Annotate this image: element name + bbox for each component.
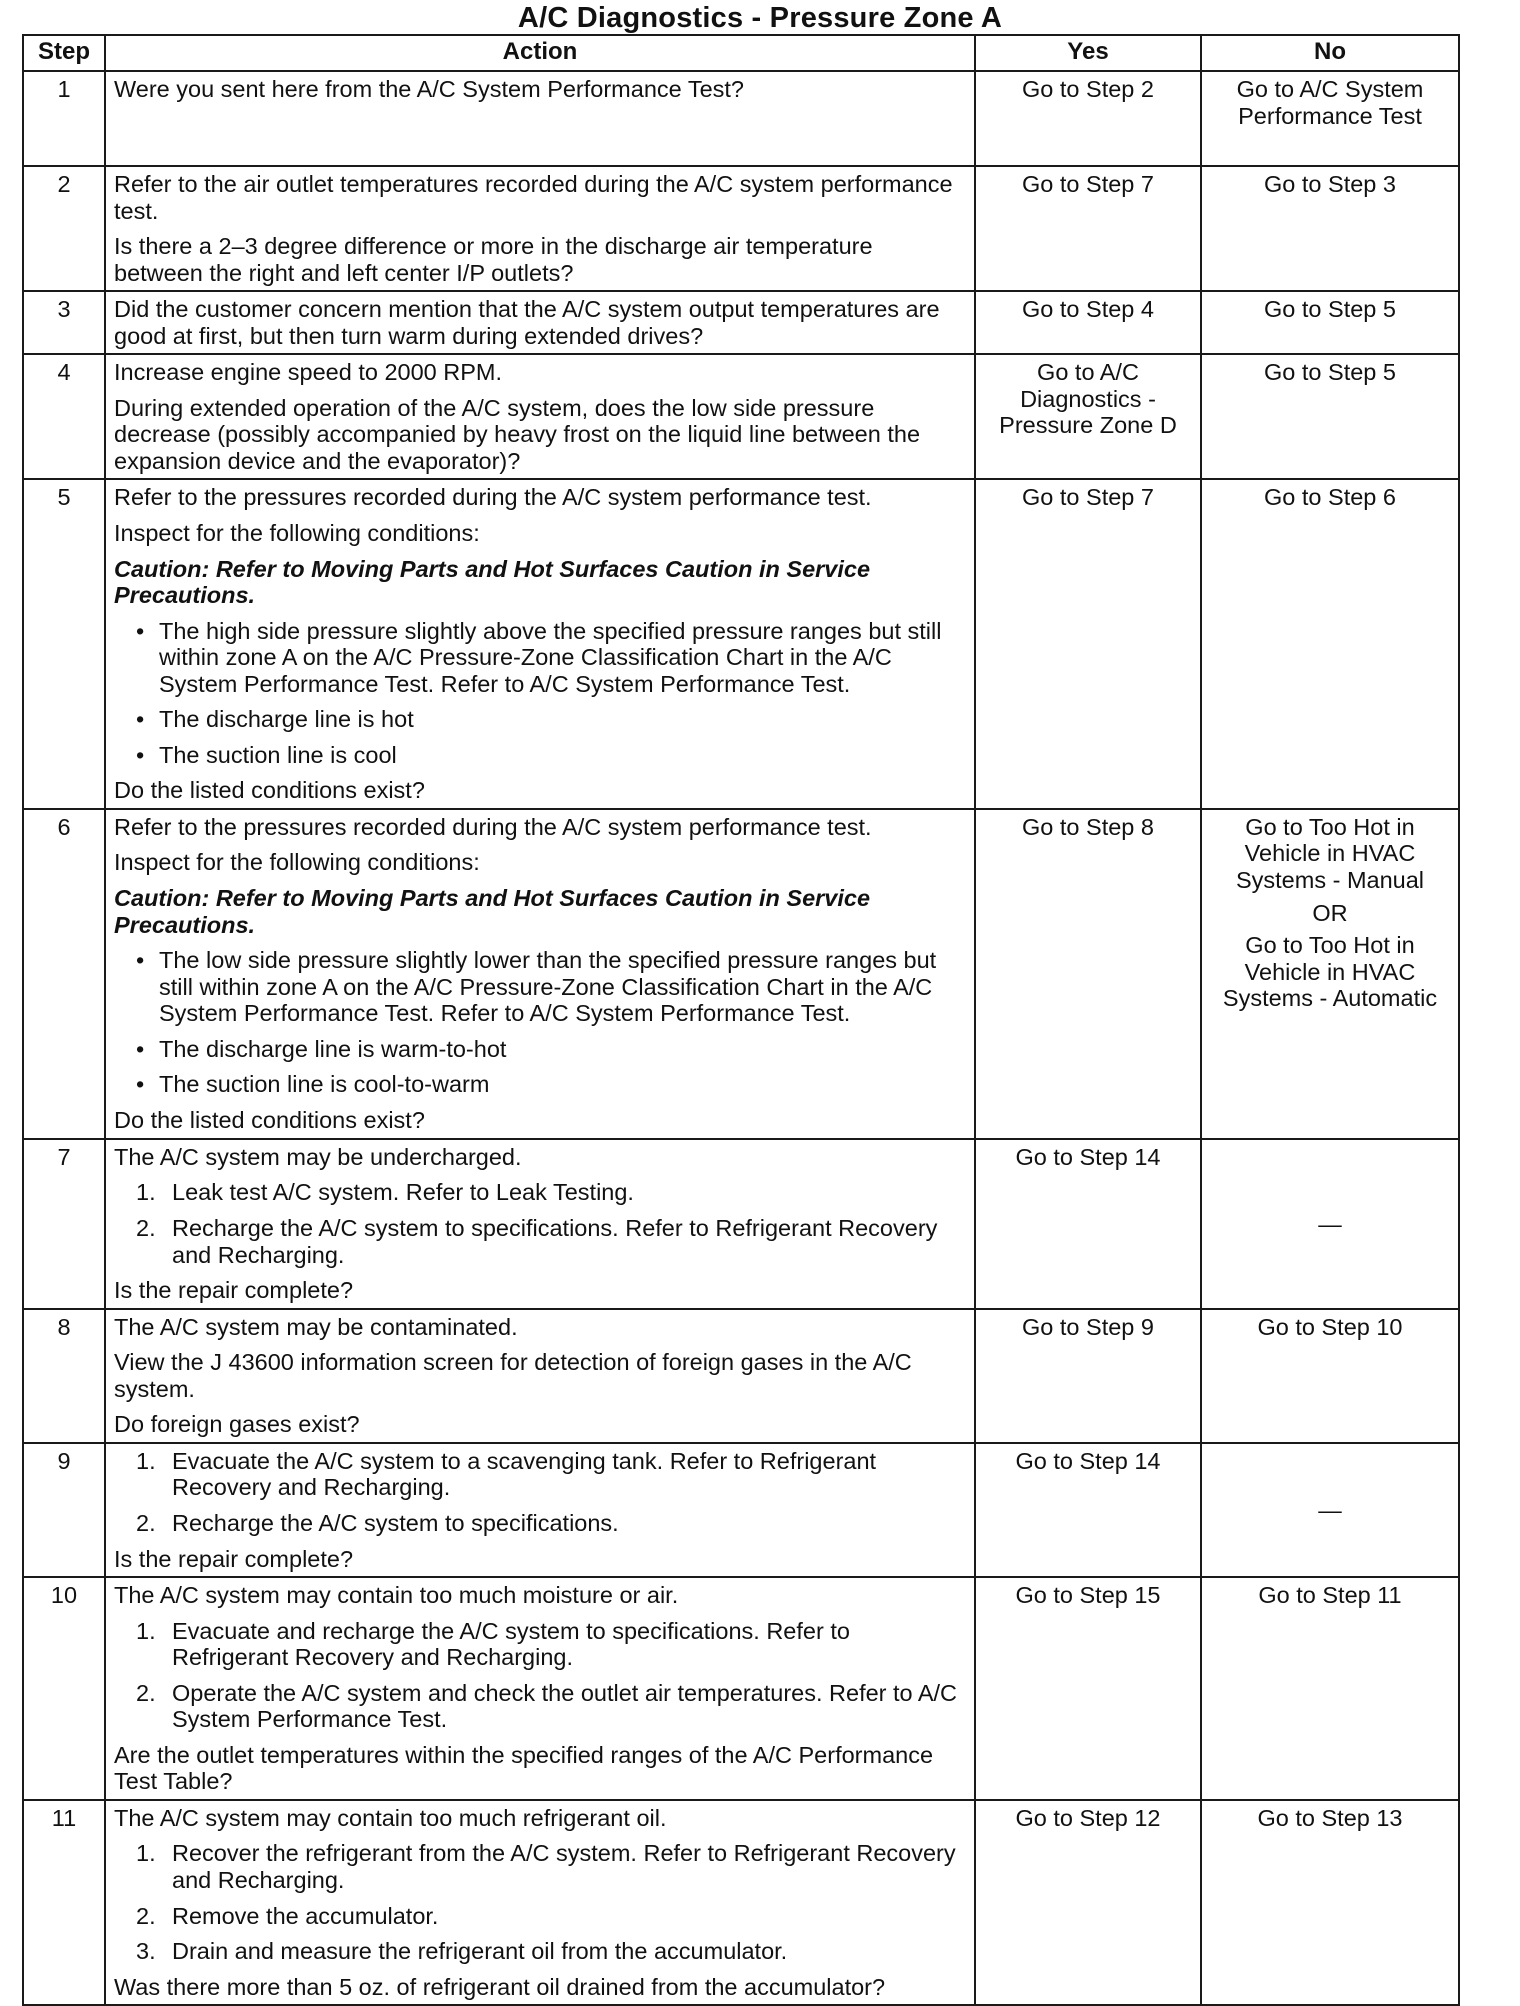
step-number: 10: [23, 1577, 105, 1800]
yes-result: Go to Step 12: [975, 1800, 1201, 2005]
table-row: [23, 1577, 1459, 1800]
condition-list: [114, 618, 966, 769]
action-text: The A/C system may contain too much moisture or air.: [114, 1582, 679, 1609]
yes-result: Go to Step 9: [975, 1309, 1201, 1443]
action-cell: [105, 1309, 975, 1443]
list-item: • The discharge line is hot: [114, 706, 966, 733]
list-item: 1. Recover the refrigerant from the A/C system. Refer to Refrigerant Recovery and Recharging.: [136, 1840, 956, 1893]
no-result-option: Go to Too Hot in Vehicle in HVAC Systems - Automatic: [1222, 932, 1438, 1012]
yes-result: Go to Step 15: [975, 1577, 1201, 1800]
list-item: • The discharge line is warm-to-hot: [114, 1036, 966, 1063]
step-number: 3: [23, 291, 105, 354]
yes-result: Go to Step 14: [975, 1139, 1201, 1309]
list-item: • The suction line is cool: [114, 742, 966, 769]
no-result: —: [1201, 1443, 1459, 1577]
table-row: [23, 291, 1459, 354]
action-question: During extended operation of the A/C system, does the low side pressure decrease (possibly accompanied by heavy frost on the liquid line between the expansion device and the evaporator)?: [114, 394, 921, 474]
no-result: Go to Step 5: [1201, 291, 1459, 354]
table-row: [23, 1800, 1459, 2005]
table-row: [23, 479, 1459, 808]
action-cell: [105, 1800, 975, 2005]
no-result: Go to Step 5: [1201, 354, 1459, 479]
action-question: Do the listed conditions exist?: [114, 777, 425, 804]
action-text: Refer to the pressures recorded during the A/C system performance test.: [114, 484, 872, 511]
action-text: Refer to the pressures recorded during the A/C system performance test.: [114, 813, 872, 840]
action-question: Are the outlet temperatures within the specified ranges of the A/C Performance Test Table?: [114, 1741, 934, 1795]
step-number: 2: [23, 166, 105, 291]
action-text: The A/C system may be contaminated.: [114, 1313, 518, 1340]
yes-result: Go to A/C Diagnostics - Pressure Zone D: [975, 354, 1201, 479]
action-text: Inspect for the following conditions:: [114, 849, 480, 876]
yes-result: Go to Step 7: [975, 479, 1201, 808]
table-row: [23, 71, 1459, 166]
procedure-list: [114, 1840, 966, 1964]
action-cell: [105, 1443, 975, 1577]
list-item: • The low side pressure slightly lower than the specified pressure ranges but still within zone A on the A/C Pressure-Zone Classification Chart in the A/C System Performance Test. Refer to A/C System Performance Test.: [114, 947, 966, 1027]
page-title: A/C Diagnostics - Pressure Zone A: [517, 2, 1003, 34]
list-item: 2. Operate the A/C system and check the outlet air temperatures. Refer to A/C System Performance Test.: [136, 1679, 958, 1733]
action-text: Increase engine speed to 2000 RPM.: [114, 359, 503, 386]
list-item: 2. Recharge the A/C system to specifications. Refer to Refrigerant Recovery and Recharging.: [136, 1215, 938, 1268]
no-result-or: OR: [1312, 899, 1348, 926]
action-cell: [105, 479, 975, 808]
action-cell: [105, 1577, 975, 1800]
step-number: 11: [23, 1800, 105, 2005]
action-cell: [105, 354, 975, 479]
no-result-option: Go to Too Hot in Vehicle in HVAC Systems - Manual: [1235, 813, 1425, 894]
condition-list: [114, 947, 966, 1098]
action-text: Refer to the air outlet temperatures recorded during the A/C system performance test.: [114, 171, 953, 224]
action-question: Do foreign gases exist?: [114, 1411, 360, 1438]
no-result: Go to A/C System Performance Test: [1201, 71, 1459, 166]
no-result: [1201, 809, 1459, 1139]
action-question: Did the customer concern mention that the A/C system output temperatures are good at first, but then turn warm during extended drives?: [114, 296, 940, 349]
no-result: Go to Step 11: [1201, 1577, 1459, 1800]
table-row: [23, 1309, 1459, 1443]
action-text: Were you sent here from the A/C System Performance Test?: [114, 76, 744, 102]
header-action: Action: [105, 35, 975, 71]
no-result: —: [1201, 1139, 1459, 1309]
step-number: 4: [23, 354, 105, 479]
list-item: • The high side pressure slightly above the specified pressure ranges but still within zone A on the A/C Pressure-Zone Classification Chart in the A/C System Performance Test. Refer to A/C System Performance Test.: [114, 618, 966, 698]
action-cell: [105, 71, 975, 166]
no-result: Go to Step 10: [1201, 1309, 1459, 1443]
caution-note: Caution: Refer to Moving Parts and Hot Surfaces Caution in Service Precautions.: [114, 885, 871, 938]
action-text: View the J 43600 information screen for detection of foreign gases in the A/C system.: [114, 1349, 912, 1402]
procedure-list: [114, 1179, 966, 1268]
action-cell: [105, 291, 975, 354]
step-number: 5: [23, 479, 105, 808]
yes-result: Go to Step 7: [975, 166, 1201, 291]
header-yes: Yes: [975, 35, 1201, 71]
table-row: [23, 1139, 1459, 1309]
yes-result: Go to Step 4: [975, 291, 1201, 354]
table-row: [23, 354, 1459, 479]
action-cell: [105, 809, 975, 1139]
step-number: 9: [23, 1443, 105, 1577]
table-row: [23, 1443, 1459, 1577]
yes-result: Go to Step 8: [975, 809, 1201, 1139]
table-header-row: [23, 35, 1459, 71]
header-no: No: [1201, 35, 1459, 71]
action-cell: [105, 1139, 975, 1309]
list-item: 1. Leak test A/C system. Refer to Leak Testing.: [136, 1179, 634, 1206]
step-number: 1: [23, 71, 105, 166]
procedure-list: [114, 1618, 966, 1733]
no-result: Go to Step 13: [1201, 1800, 1459, 2005]
list-item: 2. Recharge the A/C system to specifications.: [136, 1509, 619, 1536]
yes-result: Go to Step 2: [975, 71, 1201, 166]
yes-result: Go to Step 14: [975, 1443, 1201, 1577]
table-row: [23, 166, 1459, 291]
action-text: The A/C system may be undercharged.: [114, 1143, 522, 1170]
list-item: 2. Remove the accumulator.: [136, 1902, 439, 1929]
list-item: 3. Drain and measure the refrigerant oil from the accumulator.: [136, 1938, 788, 1965]
action-question: Is the repair complete?: [114, 1277, 354, 1304]
step-number: 8: [23, 1309, 105, 1443]
list-item: 1. Evacuate the A/C system to a scavenging tank. Refer to Refrigerant Recovery and Recharging.: [136, 1447, 877, 1501]
step-number: 7: [23, 1139, 105, 1309]
diagnostic-table: [22, 34, 1460, 2006]
step-number: 6: [23, 809, 105, 1139]
procedure-list: [114, 1448, 966, 1537]
action-question: Is there a 2–3 degree difference or more in the discharge air temperature between the right and left center I/P outlets?: [114, 233, 873, 286]
action-question: Is the repair complete?: [114, 1545, 354, 1572]
action-text: The A/C system may contain too much refrigerant oil.: [114, 1804, 667, 1831]
table-row: [23, 809, 1459, 1139]
action-question: Do the listed conditions exist?: [114, 1106, 425, 1133]
no-result: Go to Step 6: [1201, 479, 1459, 808]
caution-note: Caution: Refer to Moving Parts and Hot Surfaces Caution in Service Precautions.: [114, 555, 871, 609]
no-result: Go to Step 3: [1201, 166, 1459, 291]
action-text: Inspect for the following conditions:: [114, 520, 480, 547]
list-item: • The suction line is cool-to-warm: [114, 1071, 966, 1098]
action-cell: [105, 166, 975, 291]
action-question: Was there more than 5 oz. of refrigerant oil drained from the accumulator?: [114, 1973, 886, 2000]
header-step: Step: [23, 35, 105, 71]
list-item: 1. Evacuate and recharge the A/C system to specifications. Refer to Refrigerant Recovery and Recharging.: [136, 1617, 850, 1671]
